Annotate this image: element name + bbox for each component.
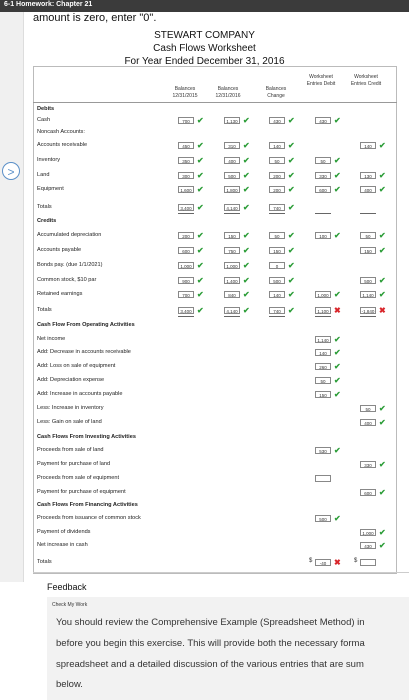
check-icon: ✔	[197, 261, 204, 270]
row-label-re: Retained earnings	[37, 291, 83, 297]
feedback-line-3: spreadsheet and a detailed discussion of the various entries that are sum	[56, 659, 364, 670]
instruction-text: amount is zero, enter "0".	[33, 12, 157, 24]
double-rule	[269, 213, 285, 214]
incorrect-icon: ✖	[334, 558, 341, 567]
check-icon: ✔	[379, 231, 386, 240]
row-label-less_gain: Less: Gain on sale of land	[37, 419, 102, 425]
input-equip-deb[interactable]: 600	[315, 186, 331, 193]
input-pay_div[interactable]: 1,000	[360, 529, 376, 536]
check-icon: ✔	[334, 231, 341, 240]
dollar-sign: $	[354, 558, 358, 564]
check-icon: ✔	[243, 276, 250, 285]
input-inv-b15[interactable]: 350	[178, 157, 194, 164]
double-rule	[315, 316, 331, 317]
input-pay_land[interactable]: 330	[360, 461, 376, 468]
input-bonds-b15[interactable]: 1,000	[178, 262, 194, 269]
row-label-totals3: Totals	[37, 559, 52, 565]
check-icon: ✔	[243, 156, 250, 165]
check-icon: ✔	[243, 203, 250, 212]
check-icon: ✔	[197, 246, 204, 255]
input-ar-cred[interactable]: 140	[360, 142, 376, 149]
row-label-ar: Accounts receivable	[37, 142, 88, 148]
input-proc_land[interactable]: 530	[315, 447, 331, 454]
check-icon: ✔	[334, 362, 341, 371]
check-icon: ✔	[334, 185, 341, 194]
row-label-pay_equip: Payment for purchase of equipment	[37, 489, 126, 495]
row-label-less_inv: Less: Increase in inventory	[37, 405, 104, 411]
check-icon: ✔	[288, 246, 295, 255]
row-label-ap: Accounts payable	[37, 247, 82, 253]
input-re-b16[interactable]: 840	[224, 291, 240, 298]
row-label-add_loss: Add: Loss on sale of equipment	[37, 363, 116, 369]
left-strip	[0, 12, 24, 582]
input-net_inc[interactable]: 430	[360, 542, 376, 549]
col-head-change: Balances Change	[265, 86, 287, 99]
input-ar-b16[interactable]: 310	[224, 142, 240, 149]
double-rule	[178, 213, 194, 214]
input-ap-chg[interactable]: 150	[269, 247, 285, 254]
check-icon: ✔	[243, 141, 250, 150]
check-icon: ✔	[197, 116, 204, 125]
check-icon: ✔	[243, 246, 250, 255]
row-label-credits: Credits	[37, 218, 57, 224]
check-icon: ✔	[379, 541, 386, 550]
input-land-deb[interactable]: 330	[315, 172, 331, 179]
check-icon: ✔	[379, 246, 386, 255]
input-totals2-chg[interactable]: 740	[269, 307, 285, 314]
input-cs-cred[interactable]: 500	[360, 277, 376, 284]
check-icon: ✔	[197, 276, 204, 285]
input-cash-b16[interactable]: 1,130	[224, 117, 240, 124]
next-arrow-icon[interactable]: >	[2, 162, 20, 180]
check-my-work-label: Check My Work	[52, 602, 88, 608]
row-label-accdep: Accumulated depreciation	[37, 232, 102, 238]
check-icon: ✔	[197, 231, 204, 240]
input-cash-b15[interactable]: 700	[178, 117, 194, 124]
input-land-b16[interactable]: 500	[224, 172, 240, 179]
input-less_gain[interactable]: 400	[360, 419, 376, 426]
company-name: STEWART COMPANY	[154, 30, 255, 41]
row-label-cs: Common stock, $10 par	[37, 277, 97, 283]
input-land-chg[interactable]: 200	[269, 172, 285, 179]
input-re-chg[interactable]: 140	[269, 291, 285, 298]
check-icon: ✔	[288, 171, 295, 180]
input-cs-chg[interactable]: 500	[269, 277, 285, 284]
incorrect-icon: ✖	[334, 306, 341, 315]
double-rule	[224, 213, 240, 214]
check-icon: ✔	[334, 335, 341, 344]
input-re-deb[interactable]: 1,000	[315, 291, 331, 298]
check-icon: ✔	[334, 348, 341, 357]
col-head-bal2015: Balances 12/31/2015	[172, 86, 198, 99]
input-totals2-deb[interactable]: 1,100	[315, 307, 331, 314]
input-re-b15[interactable]: 700	[178, 291, 194, 298]
input-inv-deb[interactable]: 50	[315, 157, 331, 164]
check-icon: ✔	[288, 276, 295, 285]
row-label-ni: Net income	[37, 336, 66, 342]
check-icon: ✔	[379, 460, 386, 469]
check-icon: ✔	[288, 261, 295, 270]
dollar-sign: $	[309, 558, 313, 564]
check-icon: ✔	[197, 306, 204, 315]
check-icon: ✔	[334, 446, 341, 455]
check-icon: ✔	[197, 141, 204, 150]
check-icon: ✔	[334, 390, 341, 399]
double-rule	[269, 316, 285, 317]
check-icon: ✔	[288, 141, 295, 150]
input-accdep-cred[interactable]: 50	[360, 232, 376, 239]
input-add_dep[interactable]: 50	[315, 377, 331, 384]
double-rule	[224, 316, 240, 317]
input-totals3_deb[interactable]: -40	[315, 559, 331, 566]
check-icon: ✔	[197, 203, 204, 212]
check-icon: ✔	[379, 290, 386, 299]
col-head-credit: Worksheet Entries Credit	[350, 74, 382, 87]
incorrect-icon: ✖	[379, 306, 386, 315]
check-icon: ✔	[334, 290, 341, 299]
row-label-add_ap: Add: Increase in accounts payable	[37, 391, 123, 397]
input-totals2-cred[interactable]: -1,840	[361, 309, 375, 314]
row-label-inv: Inventory	[37, 157, 61, 163]
row-label-cff: Cash Flows From Financing Activities	[37, 502, 138, 508]
input-totals3-cred[interactable]	[360, 559, 376, 566]
input-totals1-chg[interactable]: 740	[269, 204, 285, 211]
check-icon: ✔	[243, 231, 250, 240]
input-re-cred[interactable]: 1,140	[360, 291, 376, 298]
check-icon: ✔	[197, 290, 204, 299]
row-label-cfi: Cash Flows From Investing Activities	[37, 434, 136, 440]
check-icon: ✔	[243, 290, 250, 299]
input-cs-b16[interactable]: 1,400	[224, 277, 240, 284]
feedback-line-1: You should review the Comprehensive Example (Spreadsheet Method) in	[56, 617, 365, 628]
input-accdep-b15[interactable]: 200	[178, 232, 194, 239]
check-icon: ✔	[379, 404, 386, 413]
input-accdep-chg[interactable]: 50	[269, 232, 285, 239]
row-label-debits: Debits	[37, 106, 55, 112]
check-icon: ✔	[379, 276, 386, 285]
check-icon: ✔	[288, 156, 295, 165]
check-icon: ✔	[243, 171, 250, 180]
input-totals2-b16[interactable]: 4,140	[224, 307, 240, 314]
check-icon: ✔	[288, 231, 295, 240]
check-icon: ✔	[288, 185, 295, 194]
double-rule	[360, 316, 376, 317]
input-add_ar[interactable]: 140	[315, 349, 331, 356]
input-add_loss[interactable]: 260	[315, 363, 331, 370]
check-icon: ✔	[243, 185, 250, 194]
check-icon: ✔	[243, 116, 250, 125]
row-label-noncash: Noncash Accounts:	[37, 129, 85, 135]
input-cs-b15[interactable]: 900	[178, 277, 194, 284]
input-equip-b15[interactable]: 1,600	[178, 186, 194, 193]
feedback-separator	[33, 572, 409, 573]
input-add_ap[interactable]: 150	[315, 391, 331, 398]
input-land-b15[interactable]: 300	[178, 172, 194, 179]
input-equip-chg[interactable]: 200	[269, 186, 285, 193]
worksheet-table	[33, 66, 397, 574]
input-accdep-b16[interactable]: 150	[224, 232, 240, 239]
check-icon: ✔	[334, 116, 341, 125]
check-icon: ✔	[197, 185, 204, 194]
input-less_inv[interactable]: 50	[360, 405, 376, 412]
input-proc_stock[interactable]: 500	[315, 515, 331, 522]
check-icon: ✔	[379, 418, 386, 427]
check-icon: ✔	[197, 156, 204, 165]
check-icon: ✔	[379, 171, 386, 180]
check-icon: ✔	[379, 488, 386, 497]
input-bonds-b16[interactable]: 1,000	[224, 262, 240, 269]
input-equip-cred[interactable]: 400	[360, 186, 376, 193]
row-label-cash: Cash	[37, 117, 51, 123]
check-icon: ✔	[379, 185, 386, 194]
double-rule	[315, 213, 331, 214]
input-inv-chg[interactable]: 50	[269, 157, 285, 164]
row-label-add_dep: Add: Depreciation expense	[37, 377, 105, 383]
input-ap-b16[interactable]: 750	[224, 247, 240, 254]
check-icon: ✔	[243, 306, 250, 315]
feedback-line-2: before you begin this exercise. This will provide both the necessary forma	[56, 638, 365, 649]
check-icon: ✔	[379, 528, 386, 537]
input-proc_equip[interactable]	[315, 475, 331, 482]
input-ar-chg[interactable]: 140	[269, 142, 285, 149]
input-ap-b15[interactable]: 600	[178, 247, 194, 254]
row-label-add_ar: Add: Decrease in accounts receivable	[37, 349, 131, 355]
input-ar-b15[interactable]: 450	[178, 142, 194, 149]
input-bonds-chg[interactable]: 0	[269, 262, 285, 269]
double-rule	[360, 213, 376, 214]
row-label-bonds: Bonds pay. (due 1/1/2021)	[37, 262, 103, 268]
col-head-bal2016: Balances 12/31/2016	[215, 86, 241, 99]
row-label-cfo: Cash Flow From Operating Activities	[37, 322, 135, 328]
input-accdep-deb[interactable]: 100	[315, 232, 331, 239]
check-icon: ✔	[288, 116, 295, 125]
input-totals1-b15[interactable]: 3,400	[178, 204, 194, 211]
input-cash-chg[interactable]: 430	[269, 117, 285, 124]
row-label-totals2: Totals	[37, 307, 52, 313]
input-pay_equip[interactable]: 600	[360, 489, 376, 496]
worksheet-title: Cash Flows Worksheet	[153, 43, 256, 54]
feedback-title: Feedback	[47, 582, 87, 592]
check-icon: ✔	[334, 171, 341, 180]
check-icon: ✔	[243, 261, 250, 270]
check-icon: ✔	[334, 514, 341, 523]
check-icon: ✔	[334, 156, 341, 165]
col-head-debit: Worksheet Entries Debit	[306, 74, 336, 87]
input-ap-cred[interactable]: 150	[360, 247, 376, 254]
check-icon: ✔	[288, 306, 295, 315]
input-totals1-b16[interactable]: 4,140	[224, 204, 240, 211]
check-icon: ✔	[288, 203, 295, 212]
input-ni[interactable]: 1,140	[315, 336, 331, 343]
row-label-net_inc: Net increase in cash	[37, 542, 88, 548]
input-equip-b16[interactable]: 1,800	[224, 186, 240, 193]
input-land-cred[interactable]: 130	[360, 172, 376, 179]
top-bar	[0, 0, 409, 12]
row-label-proc_equip: Proceeds from sale of equipment	[37, 475, 120, 481]
input-inv-b16[interactable]: 400	[224, 157, 240, 164]
check-icon: ✔	[288, 290, 295, 299]
header-rule	[33, 102, 397, 103]
assignment-title: 6-1 Homework: Chapter 21	[4, 1, 93, 8]
row-label-proc_land: Proceeds from sale of land	[37, 447, 104, 453]
check-icon: ✔	[379, 141, 386, 150]
row-label-equip: Equipment	[37, 186, 64, 192]
row-label-totals1: Totals	[37, 204, 52, 210]
input-cash-deb[interactable]: 430	[315, 117, 331, 124]
row-label-land: Land	[37, 172, 50, 178]
input-totals2-b15[interactable]: 3,400	[178, 307, 194, 314]
double-rule	[178, 316, 194, 317]
row-label-proc_stock: Proceeds from issuance of common stock	[37, 515, 141, 521]
row-label-pay_land: Payment for purchase of land	[37, 461, 111, 467]
check-icon: ✔	[334, 376, 341, 385]
check-icon: ✔	[197, 171, 204, 180]
row-label-pay_div: Payment of dividends	[37, 529, 91, 535]
feedback-line-4: below.	[56, 679, 83, 690]
period-text: For Year Ended December 31, 2016	[124, 56, 285, 67]
